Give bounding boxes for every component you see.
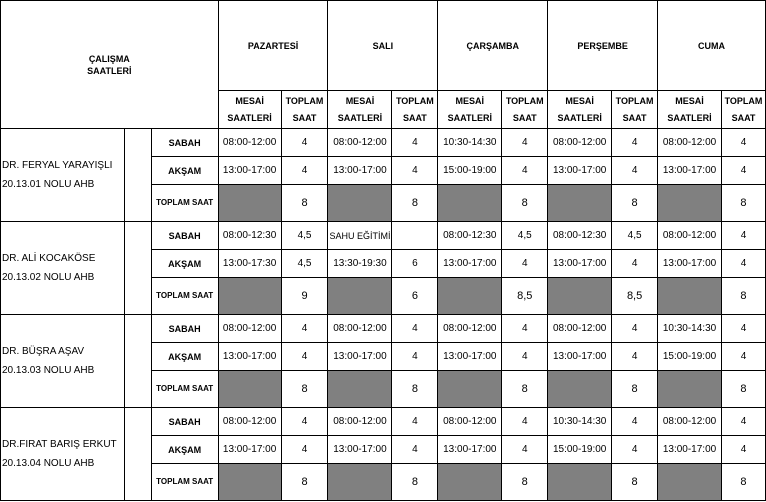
- day-total-friday: 8: [721, 278, 765, 315]
- sub-header-total-thursday: TOPLAM SAAT: [612, 91, 658, 129]
- doctor-cell: [1, 408, 125, 501]
- sub-header-total-monday: TOPLAM SAAT: [281, 91, 328, 129]
- morning-hours-friday: 08:00-12:00: [658, 222, 722, 250]
- morning-hours-monday: 08:00-12:30: [218, 222, 281, 250]
- morning-total-wednesday: 4: [502, 129, 548, 157]
- morning-total-monday: 4: [281, 408, 328, 436]
- morning-hours-wednesday: 08:00-12:00: [438, 315, 502, 343]
- doctor-name: DR. BÜŞRA AŞAV: [2, 346, 85, 357]
- doctor-cell: [1, 222, 125, 315]
- morning-total-friday: 4: [721, 315, 765, 343]
- gray-cell: [218, 185, 281, 222]
- morning-total-monday: 4,5: [281, 222, 328, 250]
- day-total-friday: 8: [721, 185, 765, 222]
- day-header-monday: PAZARTESİ: [218, 1, 328, 91]
- gray-cell: [218, 464, 281, 501]
- gray-cell: [438, 464, 502, 501]
- spacer-cell: [124, 408, 151, 501]
- total-label: TOPLAM SAAT: [151, 464, 218, 501]
- morning-total-thursday: 4: [612, 315, 658, 343]
- evening-hours-wednesday: 13:00-17:00: [438, 250, 502, 278]
- evening-total-thursday: 4: [612, 436, 658, 464]
- day-header-tuesday: SALI: [328, 1, 438, 91]
- morning-total-wednesday: 4: [502, 408, 548, 436]
- gray-cell: [328, 278, 392, 315]
- day-total-monday: 8: [281, 464, 328, 501]
- evening-total-tuesday: 4: [392, 436, 438, 464]
- day-total-monday: 8: [281, 185, 328, 222]
- gray-cell: [658, 464, 722, 501]
- morning-hours-monday: 08:00-12:00: [218, 315, 281, 343]
- sub-header-total-wednesday: TOPLAM SAAT: [502, 91, 548, 129]
- evening-label: AKŞAM: [151, 250, 218, 278]
- gray-cell: [658, 278, 722, 315]
- table-row: [1, 408, 766, 436]
- day-total-wednesday: 8,5: [502, 278, 548, 315]
- evening-hours-wednesday: 13:00-17:00: [438, 343, 502, 371]
- evening-total-monday: 4: [281, 343, 328, 371]
- morning-total-tuesday: 4: [392, 408, 438, 436]
- morning-hours-friday: 10:30-14:30: [658, 315, 722, 343]
- morning-total-friday: 4: [721, 129, 765, 157]
- evening-hours-friday: 13:00-17:00: [658, 157, 722, 185]
- day-total-monday: 9: [281, 278, 328, 315]
- gray-cell: [218, 371, 281, 408]
- morning-total-monday: 4: [281, 315, 328, 343]
- doctor-cell: [1, 315, 125, 408]
- gray-cell: [328, 371, 392, 408]
- evening-label: AKŞAM: [151, 343, 218, 371]
- day-total-tuesday: 8: [392, 371, 438, 408]
- spacer-cell: [124, 222, 151, 315]
- morning-label: SABAH: [151, 129, 218, 157]
- gray-cell: [548, 464, 612, 501]
- doctor-name: DR. ALİ KOCAKÖSE: [2, 253, 96, 264]
- morning-label: SABAH: [151, 315, 218, 343]
- sub-header-hours-friday: MESAİ SAATLERİ: [658, 91, 722, 129]
- sub-header-hours-thursday: MESAİ SAATLERİ: [548, 91, 612, 129]
- morning-hours-thursday: 08:00-12:30: [548, 222, 612, 250]
- evening-total-tuesday: 4: [392, 157, 438, 185]
- table-row: [1, 222, 766, 250]
- gray-cell: [438, 278, 502, 315]
- morning-total-friday: 4: [721, 222, 765, 250]
- day-total-tuesday: 8: [392, 464, 438, 501]
- doctor-unit: 20.13.03 NOLU AHB: [2, 365, 95, 376]
- doctor-name: DR.FIRAT BARIŞ ERKUT: [2, 439, 117, 450]
- evening-total-thursday: 4: [612, 343, 658, 371]
- gray-cell: [438, 371, 502, 408]
- spacer-cell: [124, 315, 151, 408]
- gray-cell: [328, 185, 392, 222]
- evening-label: AKŞAM: [151, 157, 218, 185]
- doctor-cell: [1, 129, 125, 222]
- morning-total-thursday: 4: [612, 129, 658, 157]
- table-row: [1, 315, 766, 343]
- evening-total-thursday: 4: [612, 250, 658, 278]
- morning-hours-tuesday: 08:00-12:00: [328, 315, 392, 343]
- day-total-tuesday: 8: [392, 185, 438, 222]
- morning-hours-tuesday: SAHU EĞİTİMİ: [328, 222, 392, 250]
- evening-total-monday: 4: [281, 157, 328, 185]
- evening-hours-thursday: 13:00-17:00: [548, 250, 612, 278]
- gray-cell: [218, 278, 281, 315]
- table-row: [1, 129, 766, 157]
- morning-total-thursday: 4: [612, 408, 658, 436]
- day-header-wednesday: ÇARŞAMBA: [438, 1, 548, 91]
- evening-total-wednesday: 4: [502, 436, 548, 464]
- title-line-2: SAATLERİ: [87, 65, 132, 76]
- doctor-unit: 20.13.01 NOLU AHB: [2, 179, 95, 190]
- gray-cell: [548, 278, 612, 315]
- evening-total-tuesday: 6: [392, 250, 438, 278]
- morning-total-tuesday: 4: [392, 315, 438, 343]
- evening-hours-monday: 13:00-17:00: [218, 157, 281, 185]
- evening-hours-monday: 13:00-17:30: [218, 250, 281, 278]
- morning-total-tuesday: 4: [392, 129, 438, 157]
- morning-hours-thursday: 08:00-12:00: [548, 315, 612, 343]
- day-total-wednesday: 8: [502, 371, 548, 408]
- evening-hours-tuesday: 13:00-17:00: [328, 157, 392, 185]
- evening-total-wednesday: 4: [502, 343, 548, 371]
- doctor-name: DR. FERYAL YARAYIŞLI: [2, 160, 113, 171]
- morning-hours-wednesday: 08:00-12:00: [438, 408, 502, 436]
- doctor-unit: 20.13.02 NOLU AHB: [2, 272, 95, 283]
- total-label: TOPLAM SAAT: [151, 371, 218, 408]
- evening-total-friday: 4: [721, 157, 765, 185]
- morning-hours-tuesday: 08:00-12:00: [328, 408, 392, 436]
- morning-total-thursday: 4,5: [612, 222, 658, 250]
- morning-hours-friday: 08:00-12:00: [658, 408, 722, 436]
- evening-total-wednesday: 4: [502, 250, 548, 278]
- day-total-wednesday: 8: [502, 464, 548, 501]
- evening-total-friday: 4: [721, 436, 765, 464]
- evening-total-monday: 4,5: [281, 250, 328, 278]
- day-total-friday: 8: [721, 371, 765, 408]
- title-line-1: ÇALIŞMA: [88, 53, 130, 64]
- day-header-thursday: PERŞEMBE: [548, 1, 658, 91]
- evening-total-monday: 4: [281, 436, 328, 464]
- evening-hours-monday: 13:00-17:00: [218, 343, 281, 371]
- evening-total-friday: 4: [721, 343, 765, 371]
- evening-hours-thursday: 15:00-19:00: [548, 436, 612, 464]
- total-label: TOPLAM SAAT: [151, 278, 218, 315]
- evening-hours-tuesday: 13:00-17:00: [328, 436, 392, 464]
- evening-hours-wednesday: 15:00-19:00: [438, 157, 502, 185]
- day-total-monday: 8: [281, 371, 328, 408]
- evening-hours-friday: 13:00-17:00: [658, 436, 722, 464]
- doctor-unit: 20.13.04 NOLU AHB: [2, 458, 95, 469]
- day-total-thursday: 8: [612, 371, 658, 408]
- table-title: [1, 1, 219, 129]
- morning-total-wednesday: 4: [502, 315, 548, 343]
- gray-cell: [658, 371, 722, 408]
- day-total-wednesday: 8: [502, 185, 548, 222]
- day-total-thursday: 8: [612, 464, 658, 501]
- morning-total-wednesday: 4,5: [502, 222, 548, 250]
- gray-cell: [548, 185, 612, 222]
- evening-total-tuesday: 4: [392, 343, 438, 371]
- morning-label: SABAH: [151, 222, 218, 250]
- morning-total-friday: 4: [721, 408, 765, 436]
- sub-header-total-tuesday: TOPLAM SAAT: [392, 91, 438, 129]
- day-total-thursday: 8: [612, 185, 658, 222]
- day-total-friday: 8: [721, 464, 765, 501]
- morning-hours-monday: 08:00-12:00: [218, 129, 281, 157]
- sub-header-hours-wednesday: MESAİ SAATLERİ: [438, 91, 502, 129]
- sub-header-hours-monday: MESAİ SAATLERİ: [218, 91, 281, 129]
- morning-hours-monday: 08:00-12:00: [218, 408, 281, 436]
- morning-label: SABAH: [151, 408, 218, 436]
- evening-hours-wednesday: 13:00-17:00: [438, 436, 502, 464]
- morning-hours-wednesday: 10:30-14:30: [438, 129, 502, 157]
- evening-hours-friday: 15:00-19:00: [658, 343, 722, 371]
- evening-hours-tuesday: 13:30-19:30: [328, 250, 392, 278]
- evening-hours-tuesday: 13:00-17:00: [328, 343, 392, 371]
- morning-hours-wednesday: 08:00-12:30: [438, 222, 502, 250]
- evening-hours-thursday: 13:00-17:00: [548, 343, 612, 371]
- sub-header-hours-tuesday: MESAİ SAATLERİ: [328, 91, 392, 129]
- morning-hours-tuesday: 08:00-12:00: [328, 129, 392, 157]
- evening-total-wednesday: 4: [502, 157, 548, 185]
- evening-total-thursday: 4: [612, 157, 658, 185]
- day-total-tuesday: 6: [392, 278, 438, 315]
- evening-hours-friday: 13:00-17:00: [658, 250, 722, 278]
- sub-header-total-friday: TOPLAM SAAT: [721, 91, 765, 129]
- evening-label: AKŞAM: [151, 436, 218, 464]
- spacer-cell: [124, 129, 151, 222]
- evening-hours-thursday: 13:00-17:00: [548, 157, 612, 185]
- day-total-thursday: 8,5: [612, 278, 658, 315]
- day-header-friday: CUMA: [658, 1, 766, 91]
- total-label: TOPLAM SAAT: [151, 185, 218, 222]
- morning-hours-thursday: 10:30-14:30: [548, 408, 612, 436]
- morning-total-monday: 4: [281, 129, 328, 157]
- morning-hours-friday: 08:00-12:00: [658, 129, 722, 157]
- morning-total-tuesday: [392, 222, 438, 250]
- gray-cell: [438, 185, 502, 222]
- gray-cell: [658, 185, 722, 222]
- morning-hours-thursday: 08:00-12:00: [548, 129, 612, 157]
- gray-cell: [548, 371, 612, 408]
- evening-total-friday: 4: [721, 250, 765, 278]
- evening-hours-monday: 13:00-17:00: [218, 436, 281, 464]
- gray-cell: [328, 464, 392, 501]
